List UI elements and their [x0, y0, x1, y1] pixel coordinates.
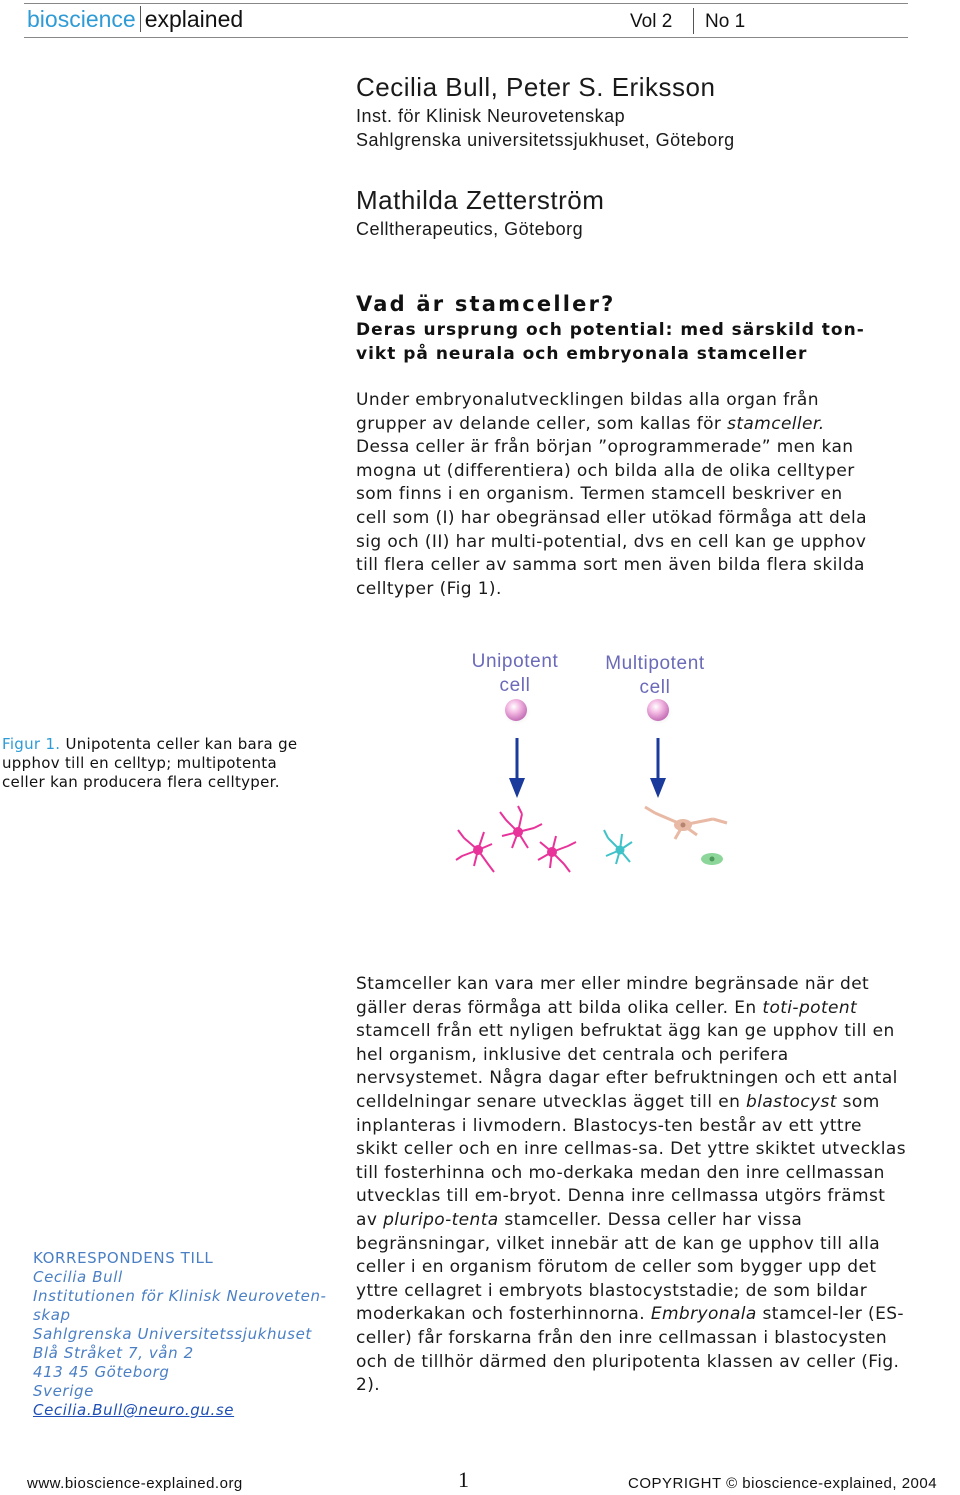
neuron-cluster-magenta — [456, 806, 576, 872]
term-embryonala: Embryonala — [650, 1304, 757, 1325]
correspondence-block — [33, 1249, 333, 1420]
correspondence-street: Blå Stråket 7, vån 2 — [33, 1344, 194, 1362]
correspondence-city: 413 45 Göteborg — [33, 1363, 170, 1381]
paragraph-1-text-b: Dessa celler är från början ”oprogrammerade” men kan mogna ut (differentiera) och bilda alla de olika celltyper som finns i en organism. Termen stamcell beskriver en cell som (I) har obegränsad eller utökad förmåga att dela sig och (II) har multi-potential, dvs en cell kan ge upphov till flera celler av samma sort men även bilda flera skilda celltyper (Fig 1). — [356, 437, 868, 599]
article-subtitle: Deras ursprung och potential: med särskild ton-vikt på neurala och embryonala stamceller — [356, 320, 865, 364]
figure-label-multipotent-line1: Multipotent — [605, 653, 705, 674]
figure-label-unipotent-line1: Unipotent — [471, 651, 559, 672]
paragraph-2-text-c: som inplanteras i livmodern. Blastocys-ten består av ett yttre skikt celler och en inre cellmas-sa. Det yttre skiktet utvecklas till fosterhinna och mo-derkaka medan den inre cellmassan utvecklas till em-bryot. Denna inre cellmassa utgörs främst av — [356, 1091, 906, 1230]
correspondence-hospital: Sahlgrenska Universitetssjukhuset — [33, 1325, 312, 1343]
author-names-2: Mathilda Zetterström — [356, 185, 605, 215]
correspondence-name: Cecilia Bull — [33, 1268, 123, 1286]
article-title: Vad är stamceller? — [356, 292, 616, 316]
correspondence-country: Sverige — [33, 1382, 94, 1400]
footer-copyright: COPYRIGHT © bioscience-explained, 2004 — [628, 1475, 938, 1492]
author-affiliation-1a: Inst. för Klinisk Neurovetenskap — [356, 106, 626, 126]
arrow-down-icon — [509, 738, 525, 798]
glia-cell-green — [701, 853, 723, 865]
paragraph-2-text-a: Stamceller kan vara mer eller mindre begränsade när det gäller deras förmåga att bilda olika celler. En — [356, 974, 870, 1018]
unipotent-stem-cell — [502, 699, 532, 726]
journal-logo — [27, 6, 243, 33]
term-totipotent: toti-potent — [762, 997, 858, 1018]
term-blastocyst: blastocyst — [746, 1091, 837, 1112]
term-stamceller: stamceller. — [727, 413, 825, 434]
figure-caption-text: Unipotenta celler kan bara ge upphov till en celltyp; multipotenta celler kan producera flera celltyper. — [2, 735, 298, 791]
figure-label-unipotent-line2: cell — [499, 675, 531, 696]
figure-label-multipotent-line2: cell — [639, 677, 671, 698]
figure-1-illustration — [440, 690, 740, 890]
correspondence-department: Institutionen för Klinisk Neuroveten-skap — [33, 1287, 327, 1324]
figure-caption-label: Figur 1. — [2, 735, 61, 753]
logo-part-explained: explained — [144, 6, 244, 32]
volume-label: Vol 2 — [630, 11, 673, 32]
paragraph-1 — [356, 389, 876, 601]
page-number: 1 — [458, 1467, 469, 1492]
astrocyte-cyan — [604, 830, 632, 864]
author-affiliation-1b: Sahlgrenska universitetssjukhuset, Göteborg — [356, 130, 735, 150]
footer-url[interactable]: www.bioscience-explained.org — [27, 1475, 243, 1492]
paragraph-2-text-b: stamcell från ett nyligen befruktat ägg kan ge upphov till en hel organism, inklusive det centrala och perifera nervsystemet. Några dagar efter befruktningen och ett antal celldelningar senare utvecklas ägget till en — [356, 1021, 898, 1112]
header-divider — [693, 8, 694, 34]
logo-part-science: science — [57, 6, 136, 32]
correspondence-email-link[interactable]: Cecilia.Bull@neuro.gu.se — [33, 1401, 235, 1419]
author-affiliation-2: Celltherapeutics, Göteborg — [356, 219, 584, 239]
header-rule-top — [24, 3, 908, 4]
header-rule-bottom — [24, 37, 908, 38]
issue-label: No 1 — [705, 11, 746, 32]
paragraph-2-text-e: stamcel-ler (ES-celler) får forskarna från den inre cellmassan i blastocysten och de tillhör därmed den pluripotenta klassen av celler (Fig. 2). — [356, 1304, 904, 1396]
paragraph-2 — [356, 973, 908, 1398]
author-names-1: Cecilia Bull, Peter S. Eriksson — [356, 72, 716, 102]
logo-divider — [140, 6, 141, 32]
neuron-beige — [645, 807, 727, 839]
multipotent-stem-cell — [644, 699, 674, 726]
paragraph-2-text-d: stamceller. Dessa celler har vissa begränsningar, vilket innebär att de kan ge upphov till alla celler i en organism förutom de celler som bygger upp det yttre cellagret i embryots blastocyststadie; de som bildar moderkakan och fosterhinnorna. — [356, 1209, 881, 1325]
term-pluripotenta: pluripo-tenta — [383, 1209, 499, 1230]
paragraph-1-text-a: Under embryonalutvecklingen bildas alla organ från grupper av delande celler, som kallas för — [356, 390, 819, 434]
correspondence-heading: KORRESPONDENS TILL — [33, 1249, 214, 1267]
arrow-down-icon — [650, 738, 666, 798]
figure-caption — [2, 735, 307, 792]
logo-part-bio: bio — [27, 6, 58, 32]
